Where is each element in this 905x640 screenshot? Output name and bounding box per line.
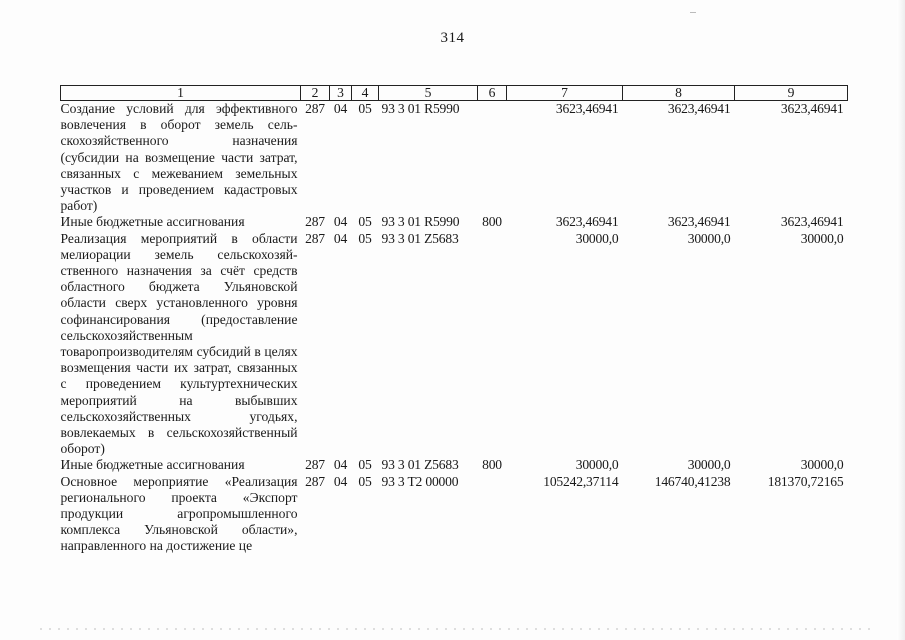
row-subsection: 05 — [358, 457, 372, 473]
row-grbs: 287 — [305, 214, 325, 230]
header-col-year-3: 9 — [735, 86, 848, 101]
row-target-article: 93 3 01 R5990 — [381, 101, 460, 116]
table-header — [61, 86, 848, 101]
row-year-2: 146740,41238 — [654, 473, 731, 489]
budget-table — [60, 85, 848, 555]
row-name: Реализация мероприятий в области мелиорации земель сельскохозяйственного назначения за счёт средств областного бюджета Ульяновской области сверх установленного уровня софинансирования (предоставление сельскохозяйственным товаропроизводителям субсидий в целях возмещения части их затрат, связанных с проведением культуртехнических мероприятий на выбывших сельскохозяйственных угодьях, вовлекаемых в сельскохозяйственный оборот) — [60, 230, 298, 457]
header-col-subsection: 4 — [352, 86, 379, 101]
row-section: 04 — [333, 473, 348, 489]
row-year-1: 3623,46941 — [555, 101, 619, 116]
row-target-article: 93 3 01 R5990 — [381, 214, 460, 230]
row-year-3: 30000,0 — [800, 230, 844, 246]
row-name: Иные бюджетные ассигнования — [60, 457, 245, 473]
row-subsection: 05 — [358, 473, 372, 489]
row-name: Создание условий для эффективного вовлечения в оборот земель сельскохозяйственного назначения (субсидии на возмещение части затрат, связанных с межеванием земельных участков и проведением кадастровых работ) — [60, 101, 298, 214]
row-section: 04 — [333, 214, 348, 230]
scan-edge-noise — [40, 628, 870, 630]
row-subsection: 05 — [358, 230, 372, 246]
row-year-1: 30000,0 — [575, 457, 619, 473]
row-year-3: 3623,46941 — [780, 101, 844, 116]
row-year-2: 3623,46941 — [667, 214, 731, 230]
row-grbs: 287 — [305, 473, 325, 489]
header-row — [61, 86, 848, 101]
header-col-target-article: 5 — [379, 86, 478, 101]
row-expense-type — [478, 474, 507, 555]
row-name: Основное мероприятие «Реализация регионального проекта «Экспорт продукции агропромышленного комплекса Ульяновской области», направленного на достижение це — [60, 473, 298, 554]
header-col-expense-type: 6 — [478, 86, 507, 101]
header-col-year-1: 7 — [507, 86, 623, 101]
table-row — [61, 474, 848, 555]
row-year-2: 30000,0 — [687, 457, 731, 473]
table-row — [61, 101, 848, 215]
row-name: Иные бюджетные ассигнования — [60, 214, 245, 230]
row-grbs: 287 — [305, 457, 325, 473]
row-subsection: 05 — [358, 101, 372, 116]
row-section: 04 — [333, 457, 348, 473]
row-year-2: 30000,0 — [687, 230, 731, 246]
row-subsection: 05 — [358, 214, 372, 230]
row-section: 04 — [333, 230, 348, 246]
table-row — [61, 457, 848, 473]
row-year-3: 181370,72165 — [767, 473, 844, 489]
row-year-1: 3623,46941 — [555, 214, 619, 230]
header-col-grbs: 2 — [301, 86, 330, 101]
row-expense-type: 800 — [482, 457, 502, 473]
scan-page-edge — [897, 0, 905, 640]
row-year-2: 3623,46941 — [667, 101, 731, 116]
header-col-section: 3 — [330, 86, 352, 101]
row-target-article: 93 3 01 Z5683 — [381, 230, 459, 246]
row-expense-type — [478, 231, 507, 458]
header-col-year-2: 8 — [623, 86, 735, 101]
page-number: 314 — [440, 30, 465, 46]
row-year-3: 30000,0 — [800, 457, 844, 473]
row-year-1: 30000,0 — [575, 230, 619, 246]
header-col-name: 1 — [61, 86, 301, 101]
row-year-1: 105242,37114 — [543, 473, 619, 489]
row-grbs: 287 — [305, 230, 325, 246]
row-grbs: 287 — [305, 101, 325, 116]
row-section: 04 — [333, 101, 348, 116]
table-body — [61, 101, 848, 555]
row-year-3: 3623,46941 — [780, 214, 844, 230]
table-row — [61, 214, 848, 230]
scan-speck — [690, 12, 696, 13]
row-expense-type: 800 — [482, 214, 502, 230]
row-target-article: 93 3 01 Z5683 — [381, 457, 459, 473]
table-row — [61, 231, 848, 458]
row-expense-type — [478, 101, 507, 215]
row-target-article: 93 3 T2 00000 — [381, 473, 459, 489]
